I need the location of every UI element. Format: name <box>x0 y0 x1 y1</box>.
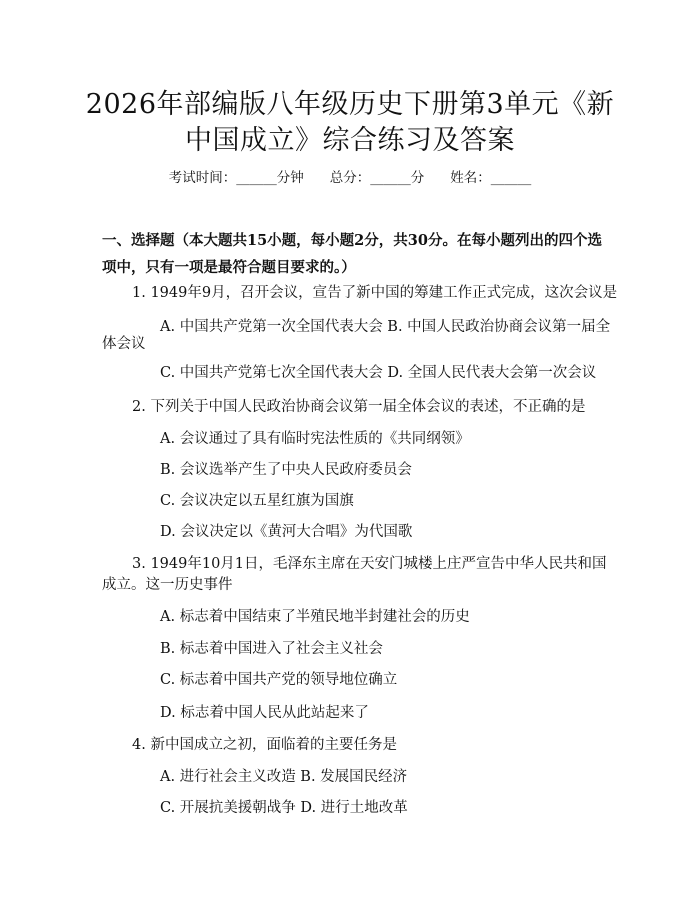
exam-info-row <box>0 168 700 188</box>
question-2-option-d: D. 会议决定以《黄河大合唱》为代国歌 <box>160 524 413 540</box>
question-4-options-cd: C. 开展抗美援朝战争 D. 进行土地改革 <box>160 800 408 816</box>
question-2-option-a: A. 会议通过了具有临时宪法性质的《共同纲领》 <box>160 431 470 447</box>
question-3-option-a: A. 标志着中国结束了半殖民地半封建社会的历史 <box>160 609 470 625</box>
question-1-stem: 1. 1949年9月，召开会议，宣告了新中国的筹建工作正式完成，这次会议是 <box>132 285 618 301</box>
question-3-option-c: C. 标志着中国共产党的领导地位确立 <box>160 672 398 688</box>
question-3-option-d: D. 标志着中国人民从此站起来了 <box>160 705 369 721</box>
question-1-options-ab: A. 中国共产党第一次全国代表大会 B. 中国人民政治协商会议第一届全 <box>160 319 611 335</box>
document-title-line2: 中国成立》综合练习及答案 <box>185 125 515 156</box>
student-name-field: 姓名：______ <box>450 170 532 186</box>
question-2-option-c: C. 会议决定以五星红旗为国旗 <box>160 493 354 509</box>
question-4-options-ab: A. 进行社会主义改造 B. 发展国民经济 <box>160 769 408 785</box>
question-3-stem-wrap: 成立。这一历史事件 <box>102 577 233 593</box>
question-2-stem: 2. 下列关于中国人民政治协商会议第一届全体会议的表述，不正确的是 <box>132 399 586 415</box>
document-title-line1: 2026年部编版八年级历史下册第3单元《新 <box>85 89 615 120</box>
question-3-option-b: B. 标志着中国进入了社会主义社会 <box>160 641 383 657</box>
section-heading-line2: 项中，只有一项是最符合题目要求的。） <box>102 259 356 276</box>
question-1-options-cd: C. 中国共产党第七次全国代表大会 D. 全国人民代表大会第一次会议 <box>160 365 597 381</box>
total-score-field: 总分：______分 <box>329 170 425 186</box>
question-1-options-ab-wrap: 体会议 <box>102 336 146 352</box>
question-2-option-b: B. 会议选举产生了中央人民政府委员会 <box>160 462 412 478</box>
question-4-stem: 4. 新中国成立之初，面临着的主要任务是 <box>132 737 397 753</box>
section-heading-line1: 一、选择题（本大题共15小题，每小题2分，共30分。在每小题列出的四个选 <box>102 232 602 249</box>
exam-time-field: 考试时间：______分钟 <box>168 170 304 186</box>
section-heading <box>102 227 602 281</box>
question-3-stem: 3. 1949年10月1日，毛泽东主席在天安门城楼上庄严宣告中华人民共和国 <box>132 556 607 572</box>
